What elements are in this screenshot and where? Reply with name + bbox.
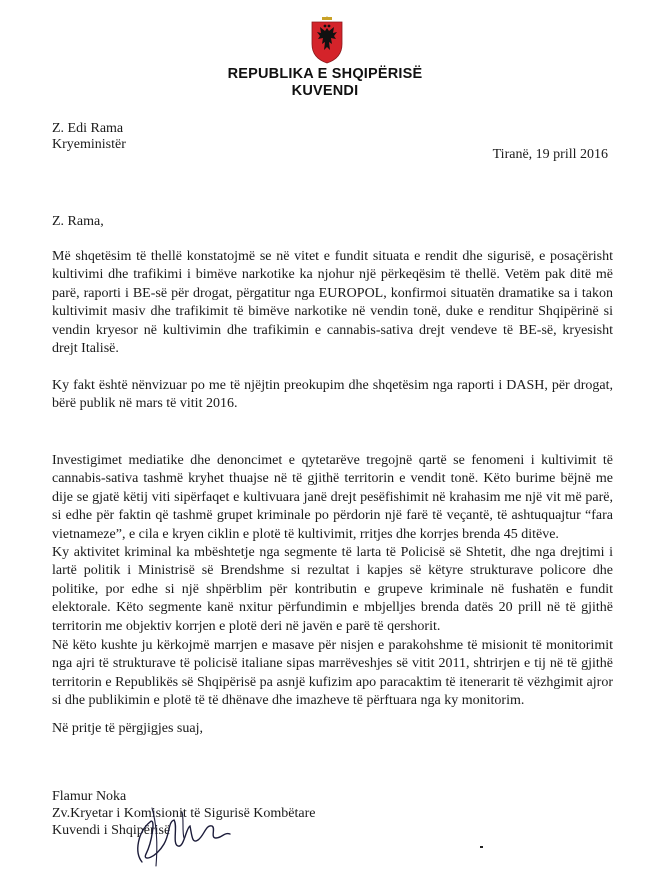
header-institution: KUVENDI — [291, 83, 359, 99]
recipient-name: Z. Edi Rama — [52, 121, 124, 136]
albanian-coat-of-arms-icon — [308, 14, 346, 64]
body-paragraph-4: Ky aktivitet kriminal ka mbështetje nga segmente të larta të Policisë së Shtetit, dhe nga drejtimi i lartë politik i Ministrisë së Brendshme si rezultat i kapjes së këtyre strukturave policore dhe politike, por edhe si një shpërblim për kontributin e grupeve kriminale në fushatën e fundit elektorale. Këto segmente kanë nxitur përfundimin e mbjelljes brenda datës 20 prill në të gjithë territorin me objektiv korrjen e plotë deri në javën e parë të qershorit. — [52, 545, 613, 634]
body-paragraph-3: Investigimet mediatike dhe denoncimet e qytetarëve tregojnë qartë se fenomeni i kultivimit të cannabis-sativa tashmë kryhet thuajse në të gjithë territorin e vendit tonë. Këto burime bëjnë me dije se gjatë këtij viti sipërfaqet e kultivuara janë drejt pesëfishimit në krahasim me një vit më parë, si edhe për faktin që tashmë grupet kriminale po përdorin një farë të veçantë, të ashtuquajtur “fara vietnameze”, e cila e kryen ciklin e plotë të kultivimit, rritjes dhe korrjes brenda 45 ditëve. — [52, 453, 613, 542]
closing-line: Në pritje të përgjigjes suaj, — [52, 721, 203, 736]
ink-mark — [480, 846, 483, 848]
salutation: Z. Rama, — [52, 214, 104, 229]
header-country: REPUBLIKA E SHQIPËRISË — [227, 66, 423, 82]
letter-date: Tiranë, 19 prill 2016 — [492, 147, 608, 162]
body-paragraph-5: Në këto kushte ju kërkojmë marrjen e masave për nisjen e parakohshme të misionit të monitorimit nga ajri të strukturave të policisë italiane sipas marrëveshjes së vitit 2011, shtrirjen e tij në të gjithë territorin e Republikës së Shqipërisë pa asnjë kufizim apo paracaktim të itenerarit të vëzhgimit ajror si dhe publikimin e plotë të të dhënave dhe imazheve të përftuara nga ky monitorim. — [52, 638, 613, 709]
signatory-name: Flamur Noka — [52, 789, 127, 804]
recipient-title: Kryeministër — [52, 137, 126, 152]
body-paragraph-2: Ky fakt është nënvizuar po me të njëjtin preokupim dhe shqetësim nga raporti i DASH, për drogat, bërë publik në mars të vitit 2016. — [52, 378, 613, 412]
body-paragraph-1: Më shqetësim të thellë konstatojmë se në vitet e fundit situata e rendit dhe sigurisë, e posaçërisht kultivimi dhe trafikimi i bimëve narkotike ka njohur një përkeqësim të thellë. Vetëm pak ditë më parë, raporti i BE-së për drogat, përgatitur nga EUROPOL, konfirmoi situatën dramatike sa i takon kultivimit masiv dhe trafikimit të bimëve narkotike në vendin tonë, duke e renditur Shqipërinë si vendin kryesor në kultivimin dhe trafikimin e cannabis-sativa drejt vendeve të BE-së, kryesisht drejt Italisë. — [52, 249, 613, 357]
signatory-institution: Kuvendi i Shqipërisë — [52, 822, 171, 838]
handwritten-signature — [112, 792, 262, 872]
signatory-position: Zv.Kryetar i Komisionit të Sigurisë Kombëtare — [52, 805, 316, 821]
